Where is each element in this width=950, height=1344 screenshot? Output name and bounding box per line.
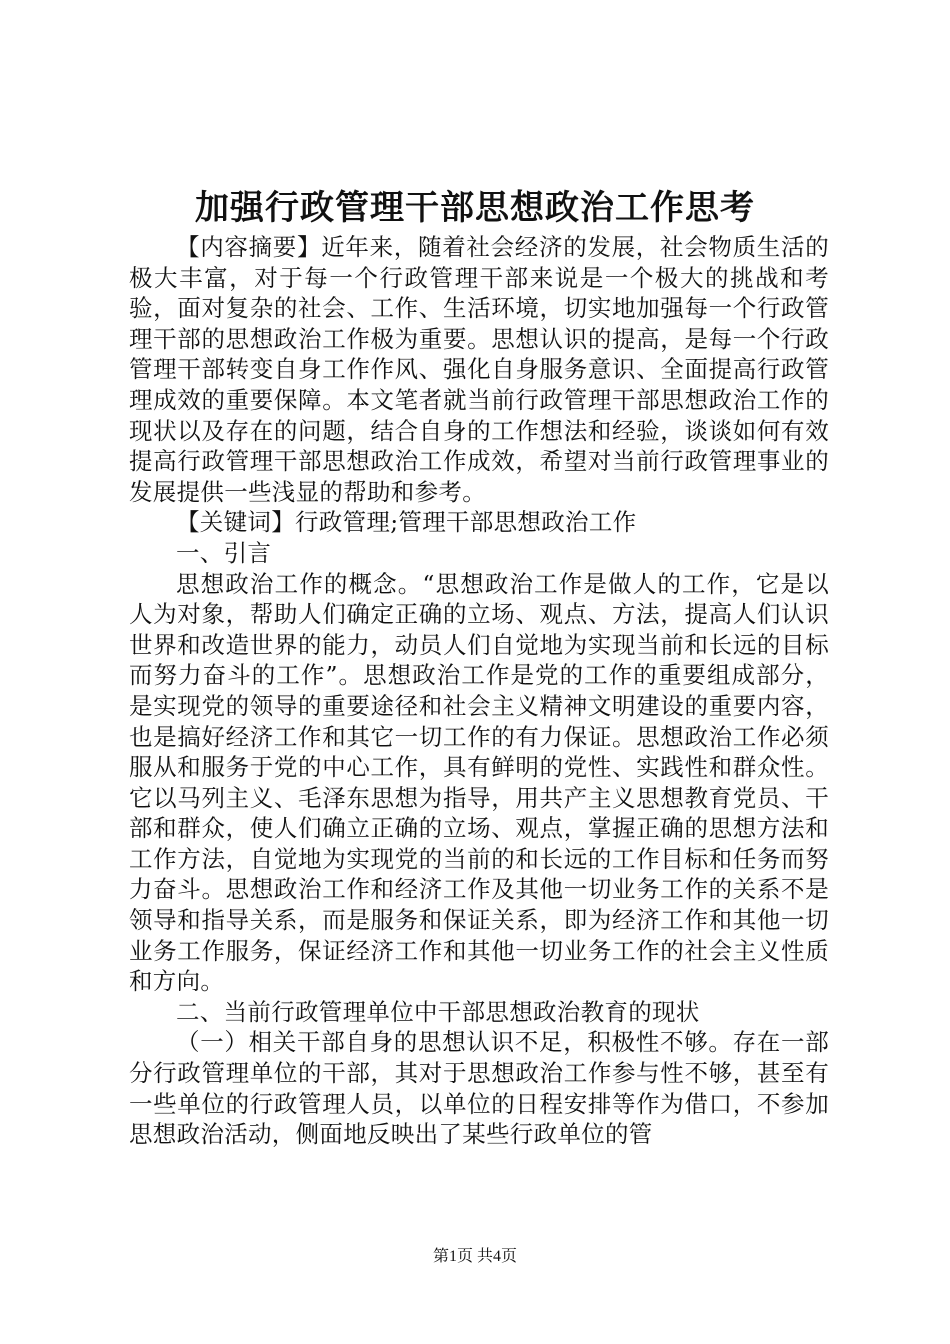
section-heading-intro: 一、引言 — [176, 538, 272, 567]
document-body — [129, 232, 829, 1150]
keywords-paragraph: 【关键词】行政管理;管理干部思想政治工作 — [176, 508, 637, 537]
body-paragraph: 思想政治工作的概念。“思想政治工作是做人的工作，它是以人为对象，帮助人们确定正确的立场、观点、方法，提高人们认识世界和改造世界的能力，动员人们自觉地为实现当前和长远的目标而努力奋斗的工作”。思想政治工作是党的工作的重要组成部分，是实现党的领导的重要途径和社会主义精神文明建设的重要内容，也是搞好经济工作和其它一切工作的有力保证。思想政治工作必须服从和服务于党的中心工作，具有鲜明的党性、实践性和群众性。它以马列主义、毛泽东思想为指导，用共产主义思想教育党员、干部和群众，使人们确立正确的立场、观点，掌握正确的思想方法和工作方法，自觉地为实现党的当前的和长远的工作目标和任务而努力奋斗。思想政治工作和经济工作及其他一切业务工作的关系不是领导和指导关系，而是服务和保证关系，即为经济工作和其他一切业务工作服务，保证经济工作和其他一切业务工作的社会主义性质和方向。 — [129, 569, 829, 996]
abstract-paragraph: 【内容摘要】近年来，随着社会经济的发展，社会物质生活的极大丰富，对于每一个行政管理干部来说是一个极大的挑战和考验，面对复杂的社会、工作、生活环境，切实地加强每一个行政管理干部的思想政治工作极为重要。思想认识的提高，是每一个行政管理干部转变自身工作作风、强化自身服务意识、全面提高行政管理成效的重要保障。本文笔者就当前行政管理干部思想政治工作的现状以及存在的问题，结合自身的工作想法和经验，谈谈如何有效提高行政管理干部思想政治工作成效，希望对当前行政管理事业的发展提供一些浅显的帮助和参考。 — [129, 233, 829, 506]
document-title: 加强行政管理干部思想政治工作思考 — [195, 188, 755, 228]
body-paragraph: （一）相关干部自身的思想认识不足，积极性不够。存在一部分行政管理单位的干部，其对于思想政治工作参与性不够，甚至有一些单位的行政管理人员，以单位的日程安排等作为借口，不参加思想政治活动，侧面地反映出了某些行政单位的管 — [129, 1028, 829, 1149]
page-number-footer: 第1页 共4页 — [432, 1248, 517, 1265]
section-heading-current-status: 二、当前行政管理单位中干部思想政治教育的现状 — [176, 997, 700, 1026]
